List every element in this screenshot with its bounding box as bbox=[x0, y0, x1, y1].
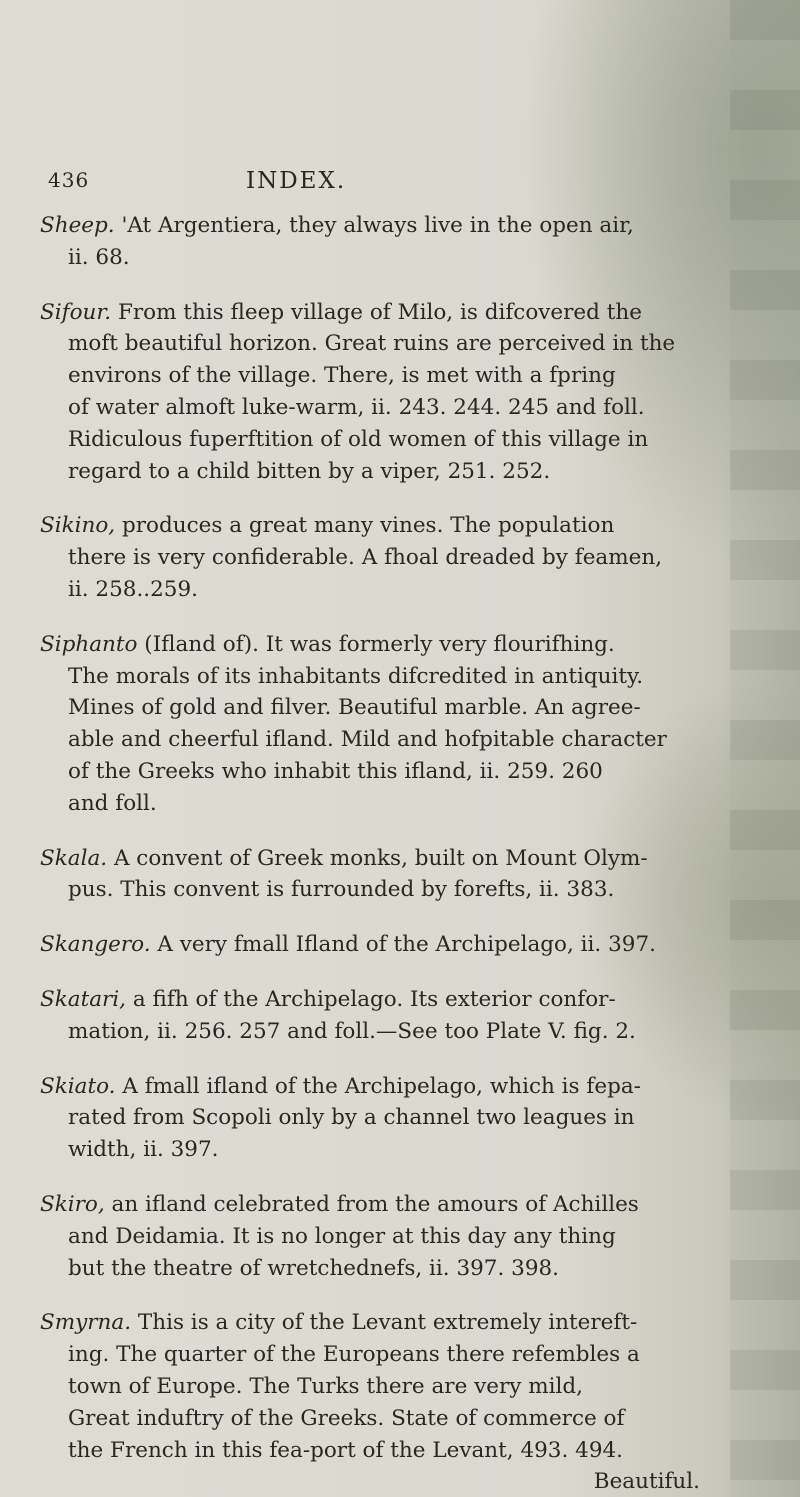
entry-text: rated from Scopoli only by a channel two leagues in bbox=[68, 1105, 635, 1131]
entry-text: This is a city of the Levant extremely intereft- bbox=[131, 1310, 638, 1336]
entry-line bbox=[40, 456, 740, 488]
page-title: INDEX. bbox=[246, 168, 347, 194]
index-entry bbox=[40, 843, 740, 907]
entry-text: The morals of its inhabitants difcredited in antiquity. bbox=[68, 663, 644, 689]
entry-text: 'At Argentiera, they always live in the open air, bbox=[114, 213, 634, 238]
entry-line bbox=[40, 1016, 740, 1048]
entry-line bbox=[40, 424, 740, 456]
index-entry bbox=[40, 1307, 740, 1466]
index-entry bbox=[40, 297, 740, 488]
entry-text: Mines of gold and filver. Beautiful marble. An agree- bbox=[68, 695, 641, 721]
entry-line bbox=[40, 661, 740, 693]
index-entry bbox=[40, 1071, 740, 1166]
entry-text: ii. 258..259. bbox=[68, 576, 198, 602]
entry-headword: Sheep. bbox=[40, 213, 115, 238]
entry-text: produces a great many vines. The population bbox=[115, 513, 615, 539]
entry-line bbox=[40, 929, 740, 961]
entry-headword: Skala. bbox=[40, 845, 108, 871]
index-entry bbox=[40, 629, 740, 820]
entry-line bbox=[40, 392, 740, 424]
entry-headword: Skiato. bbox=[40, 1073, 116, 1099]
index-entry bbox=[40, 210, 740, 274]
entry-text: the French in this fea-port of the Levant, 493. 494. bbox=[68, 1437, 624, 1463]
page-edge-shadow bbox=[730, 0, 800, 1497]
entry-headword: Sikino, bbox=[40, 513, 116, 539]
entry-text: able and cheerful ifland. Mild and hofpitable character bbox=[68, 727, 667, 753]
entry-text: moft beautiful horizon. Great ruins are perceived in the bbox=[68, 331, 676, 357]
entry-text: Ridiculous fuperftition of old women of this village in bbox=[68, 426, 649, 452]
page-number: 436 bbox=[48, 168, 90, 192]
entry-text: Great induftry of the Greeks. State of commerce of bbox=[68, 1405, 625, 1431]
entry-text: there is very confiderable. A fhoal dreaded by feamen, bbox=[68, 545, 663, 571]
entry-line bbox=[40, 1371, 740, 1403]
entry-text: town of Europe. The Turks there are very mild, bbox=[68, 1373, 583, 1399]
index-entry bbox=[40, 1189, 740, 1284]
entry-line bbox=[40, 1221, 740, 1253]
entry-line bbox=[40, 692, 740, 724]
entry-line bbox=[40, 756, 740, 788]
entry-line bbox=[40, 1102, 740, 1134]
catchword: Beautiful. bbox=[593, 1469, 700, 1495]
entry-line bbox=[40, 1403, 740, 1435]
entry-text: A fmall ifland of the Archipelago, which is fepa- bbox=[115, 1073, 641, 1099]
entry-text: a fifh of the Archipelago. Its exterior confor- bbox=[126, 986, 616, 1012]
entry-headword: Smyrna. bbox=[40, 1310, 132, 1336]
entry-headword: Sifour. bbox=[40, 299, 112, 325]
entry-text: ii. 68. bbox=[68, 244, 130, 270]
entry-text: width, ii. 397. bbox=[68, 1137, 219, 1163]
entry-line bbox=[40, 510, 740, 542]
index-entry bbox=[40, 929, 740, 961]
index-entry bbox=[40, 510, 740, 605]
entry-line bbox=[40, 542, 740, 574]
entry-line bbox=[40, 874, 740, 906]
entry-line bbox=[40, 1307, 740, 1339]
entry-line bbox=[40, 1253, 740, 1285]
entry-text: A very fmall Ifland of the Archipelago, ii. 397. bbox=[150, 932, 656, 958]
running-header bbox=[48, 168, 668, 202]
entry-text: and foll. bbox=[68, 790, 157, 816]
entry-line bbox=[40, 984, 740, 1016]
entry-line bbox=[40, 1134, 740, 1166]
entry-line bbox=[40, 629, 740, 661]
entry-text: but the theatre of wretchednefs, ii. 397. 398. bbox=[68, 1255, 560, 1281]
index-entry bbox=[40, 984, 740, 1048]
entry-text: ing. The quarter of the Europeans there refembles a bbox=[68, 1342, 640, 1368]
entry-line bbox=[40, 1071, 740, 1103]
entry-headword: Skangero. bbox=[40, 932, 151, 958]
index-text bbox=[40, 210, 740, 1497]
entry-text: an ifland celebrated from the amours of Achilles bbox=[104, 1191, 639, 1217]
entry-line bbox=[40, 788, 740, 820]
entry-line bbox=[40, 297, 740, 329]
entry-text: mation, ii. 256. 257 and foll.—See too Plate V. fig. 2. bbox=[68, 1018, 636, 1044]
entry-line bbox=[40, 724, 740, 756]
entry-text: From this fleep village of Milo, is difcovered the bbox=[111, 299, 642, 325]
entry-text: and Deidamia. It is no longer at this day any thing bbox=[68, 1223, 616, 1249]
entry-line bbox=[40, 360, 740, 392]
entry-text: A convent of Greek monks, built on Mount Olym- bbox=[107, 845, 648, 871]
entry-headword: Siphanto bbox=[40, 631, 138, 657]
entry-line bbox=[40, 1339, 740, 1371]
entry-text: pus. This convent is furrounded by forefts, ii. 383. bbox=[68, 877, 615, 903]
entry-line bbox=[40, 1189, 740, 1221]
entry-text: (Ifland of). It was formerly very flourifhing. bbox=[137, 631, 615, 657]
entry-text: environs of the village. There, is met with a fpring bbox=[68, 363, 616, 389]
entry-line bbox=[40, 574, 740, 606]
entry-line bbox=[40, 328, 740, 360]
entry-headword: Skiro, bbox=[40, 1191, 105, 1217]
entry-line bbox=[40, 1435, 740, 1467]
entry-line bbox=[40, 843, 740, 875]
entry-text: regard to a child bitten by a viper, 251. 252. bbox=[68, 458, 551, 484]
entry-line bbox=[40, 210, 740, 242]
entry-text: of the Greeks who inhabit this ifland, ii. 259. 260 bbox=[68, 758, 603, 784]
entry-headword: Skatari, bbox=[40, 986, 127, 1012]
entry-line bbox=[40, 242, 740, 274]
entry-text: of water almoft luke-warm, ii. 243. 244. 245 and foll. bbox=[68, 394, 645, 420]
